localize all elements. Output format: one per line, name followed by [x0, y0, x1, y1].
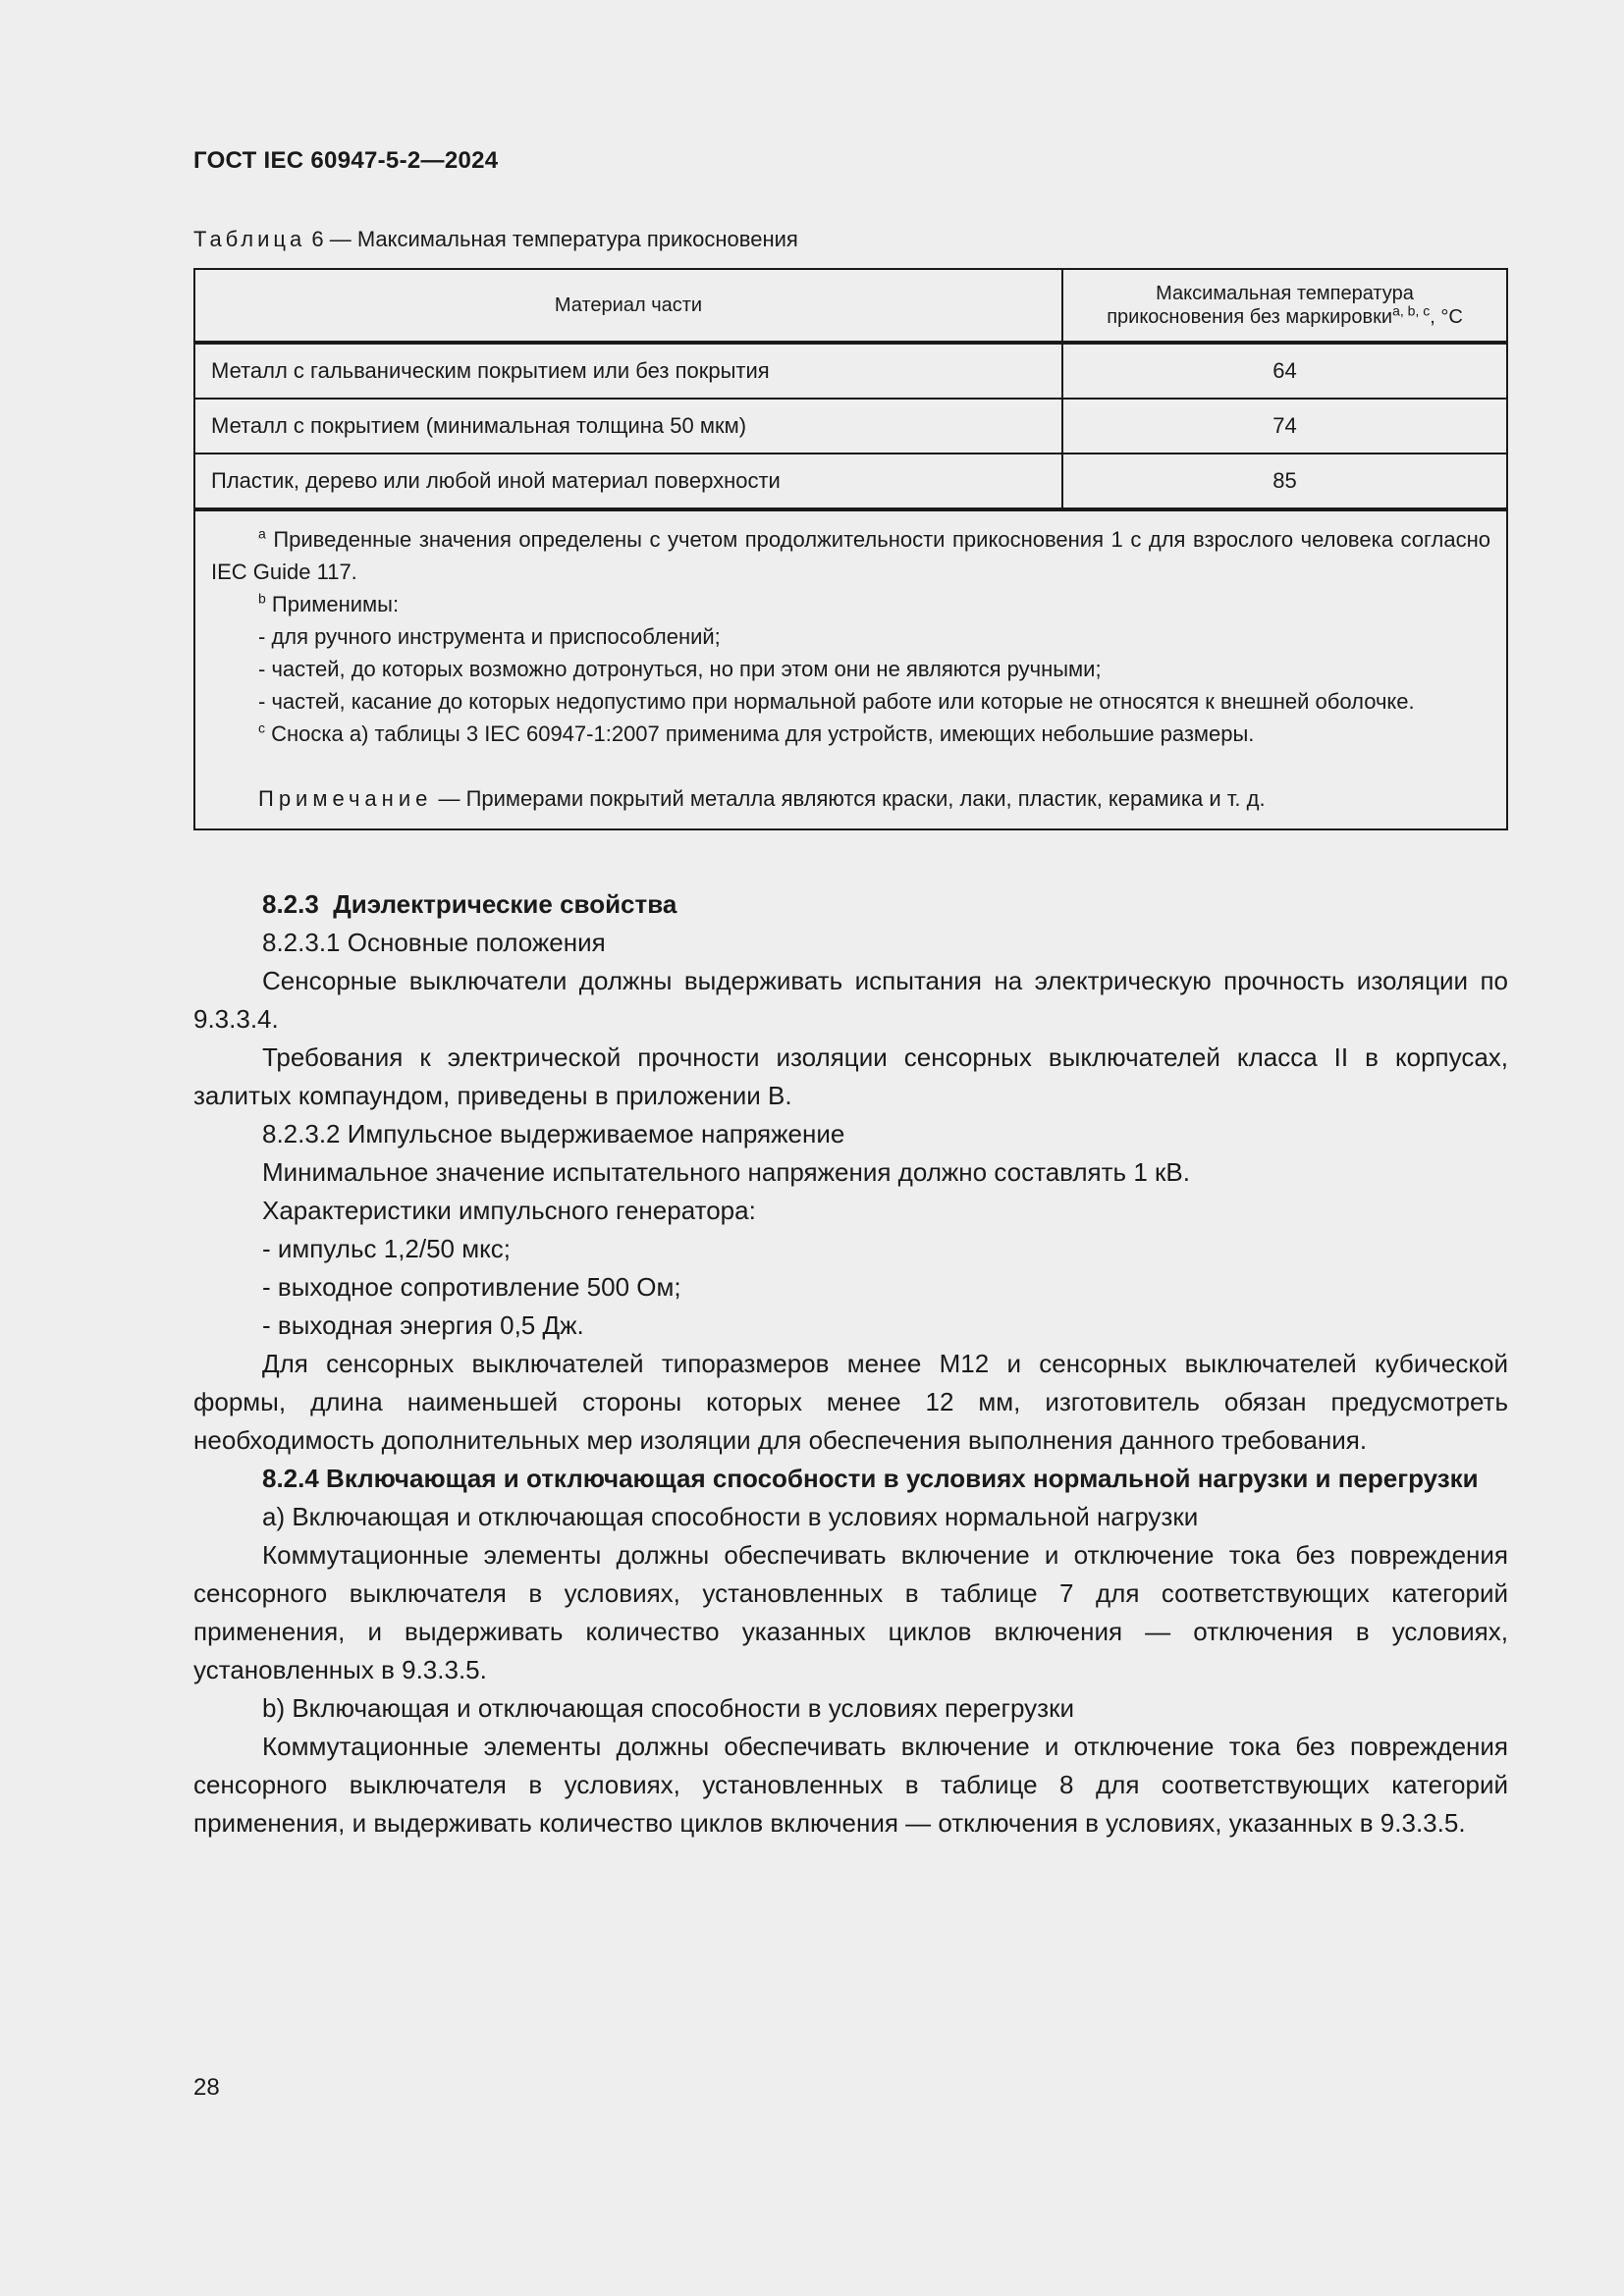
footnote-b-item: - частей, до которых возможно дотронуться, но при этом они не являются ручными;: [258, 657, 1102, 681]
table-row: [194, 399, 1507, 454]
material-cell: Металл с покрытием (минимальная толщина 50 мкм): [194, 399, 1062, 454]
paragraph: Коммутационные элементы должны обеспечивать включение и отключение тока без повреждения сенсорного выключателя в условиях, установленных в таблице 7 для соответствующих категорий применения, и выдерживать количество указанных циклов включения — отключения в условиях, установленных в 9.3.3.5.: [193, 1540, 1508, 1684]
paragraph: Для сенсорных выключателей типоразмеров менее М12 и сенсорных выключателей кубической формы, длина наименьшей стороны которых менее 12 мм, изготовитель обязан предусмотреть необходимость дополнительных мер изоляции для обеспечения выполнения данного требования.: [193, 1349, 1508, 1455]
section-heading-8-2-3: [193, 885, 1508, 924]
temperature-cell: 74: [1062, 399, 1507, 454]
material-cell: Металл с гальваническим покрытием или без покрытия: [194, 343, 1062, 399]
paragraph: Требования к электрической прочности изоляции сенсорных выключателей класса II в корпусах, залитых компаундом, приведены в приложении В.: [193, 1042, 1508, 1110]
col-temp-unit: , °C: [1430, 306, 1463, 328]
subsection-heading: a) Включающая и отключающая способности в условиях нормальной нагрузки: [262, 1502, 1199, 1531]
footnote-b-item: - частей, касание до которых недопустимо при нормальной работе или которые не относятся к внешней оболочке.: [258, 689, 1415, 714]
page-number: 28: [193, 2074, 220, 2101]
paragraph: Минимальное значение испытательного напряжения должно составлять 1 кВ.: [262, 1157, 1190, 1187]
temperature-cell: 85: [1062, 454, 1507, 509]
subsection-heading: 8.2.3.2 Импульсное выдерживаемое напряжение: [262, 1119, 845, 1148]
table-row: [194, 454, 1507, 509]
table-row: [194, 343, 1507, 399]
table-notes: [194, 509, 1507, 829]
col-temp-line1: Максимальная температура: [1156, 283, 1414, 304]
footnote-c: [211, 718, 1490, 750]
footnote-b-text: Применимы:: [265, 592, 400, 616]
paragraph: Сенсорные выключатели должны выдерживать испытания на электрическую прочность изоляции по 9.3.3.4.: [193, 966, 1508, 1034]
section-number: 8.2.3: [262, 889, 319, 919]
col-header-material: Материал части: [194, 269, 1062, 343]
temperature-cell: 64: [1062, 343, 1507, 399]
table-caption: [193, 227, 798, 252]
footnote-a: [211, 523, 1490, 588]
table-remark: [211, 782, 1490, 815]
footnote-c-mark: c: [258, 720, 265, 736]
subsection-heading: b) Включающая и отключающая способности в условиях перегрузки: [262, 1693, 1074, 1723]
table-header-row: [194, 269, 1507, 343]
table-caption-label: Таблица: [193, 227, 306, 251]
col-temp-line2: прикосновения без маркировки: [1107, 306, 1393, 328]
list-item: - импульс 1,2/50 мкс;: [262, 1234, 512, 1263]
section-title: Диэлектрические свойства: [333, 889, 677, 919]
remark-label: Примечание: [258, 786, 433, 811]
touch-temperature-table: [193, 268, 1508, 830]
material-cell: Пластик, дерево или любой иной материал поверхности: [194, 454, 1062, 509]
table-caption-title: 6 — Максимальная температура прикосновения: [305, 227, 798, 251]
remark-text: — Примерами покрытий металла являются краски, лаки, пластик, керамика и т. д.: [432, 786, 1266, 811]
footnote-a-mark: a: [258, 525, 266, 542]
footnote-a-text: Приведенные значения определены с учетом продолжительности прикосновения 1 с для взрослого человека согласно IEC Guide 117.: [211, 527, 1490, 584]
subsection-heading: 8.2.3.1 Основные положения: [262, 928, 606, 957]
footnote-b: [211, 588, 1490, 620]
body-text: [193, 885, 1508, 1842]
footnote-b-item: - для ручного инструмента и приспособлений;: [258, 624, 721, 649]
paragraph: Коммутационные элементы должны обеспечивать включение и отключение тока без повреждения сенсорного выключателя в условиях, установленных в таблице 8 для соответствующих категорий применения, и выдерживать количество циклов включения — отключения в условиях, указанных в 9.3.3.5.: [193, 1732, 1508, 1838]
table-notes-row: [194, 509, 1507, 829]
list-item: - выходное сопротивление 500 Ом;: [262, 1272, 681, 1302]
footnote-c-text: Сноска а) таблицы 3 IEC 60947-1:2007 применима для устройств, имеющих небольшие размеры.: [265, 721, 1255, 746]
col-temp-footnote-marks: a, b, c: [1392, 302, 1431, 319]
paragraph: Характеристики импульсного генератора:: [262, 1196, 756, 1225]
footnote-b-mark: b: [258, 590, 266, 607]
col-header-temperature: [1062, 269, 1507, 343]
page-header: ГОСТ IEC 60947-5-2—2024: [193, 147, 499, 174]
section-heading-8-2-4: 8.2.4 Включающая и отключающая способности в условиях нормальной нагрузки и перегрузки: [262, 1464, 1479, 1493]
list-item: - выходная энергия 0,5 Дж.: [262, 1310, 584, 1340]
